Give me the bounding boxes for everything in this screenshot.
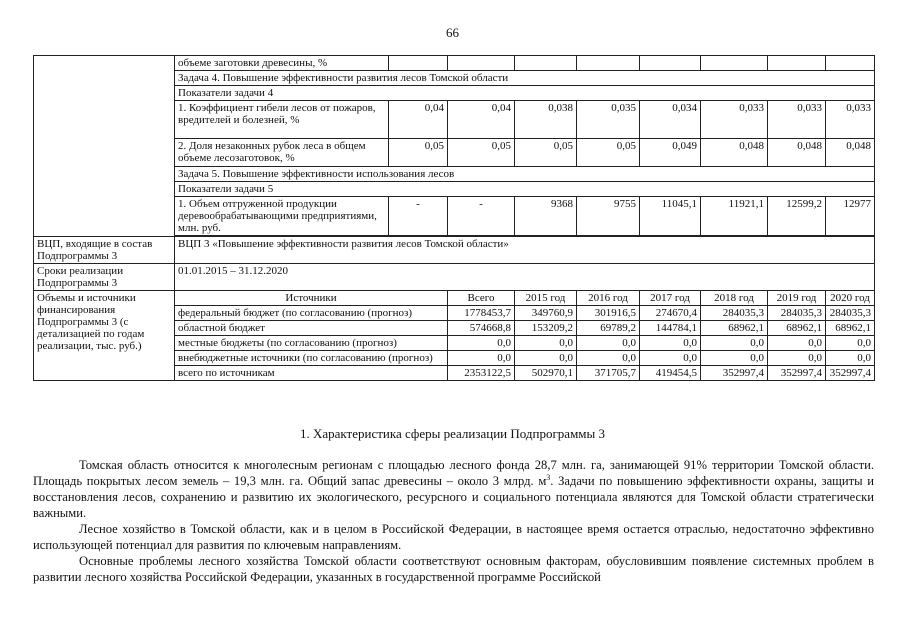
row-label: объеме заготовки древесины, % xyxy=(175,56,389,71)
indicator-value: 0,049 xyxy=(640,139,701,167)
finance-header: 2019 год xyxy=(768,291,826,306)
finance-value: 0,0 xyxy=(448,351,515,366)
task4-title: Задача 4. Повышение эффективности развития лесов Томской области xyxy=(175,71,875,86)
finance-value: 502970,1 xyxy=(515,366,577,381)
indicator-value: 0,05 xyxy=(515,139,577,167)
vcp-value: ВЦП 3 «Повышение эффективности развития лесов Томской области» xyxy=(175,237,875,264)
finance-value: 144784,1 xyxy=(640,321,701,336)
finance-source: внебюджетные источники (по согласованию (прогноз) xyxy=(175,351,448,366)
indicator-value: 0,05 xyxy=(389,139,448,167)
vcp-label: ВЦП, входящие в состав Подпрограммы 3 xyxy=(34,237,175,264)
left-empty-cell xyxy=(34,56,175,237)
finance-value: 68962,1 xyxy=(826,321,875,336)
table-row xyxy=(34,56,875,71)
paragraph: Томская область относится к многолесным регионам с площадью лесного фонда 28,7 млн. га, занимающей 91% территории Томской области. Площадь покрытых лесом земель – 19,3 млн. га. Общий запас древесины – около 3 млрд. $м^3$. Задачи по повышению эффективности охраны, защиты и восстановления лесов, сохранению и развитию их экологического, ресурсного и социального потенциала являются для Томской области стратегически важными. xyxy=(33,458,874,520)
finance-value: 0,0 xyxy=(768,336,826,351)
finance-value: 349760,9 xyxy=(515,306,577,321)
finance-header: 2015 год xyxy=(515,291,577,306)
body-text xyxy=(33,457,874,585)
finance-value: 68962,1 xyxy=(701,321,768,336)
finance-value: 371705,7 xyxy=(577,366,640,381)
finance-value: 0,0 xyxy=(515,351,577,366)
indicator-value: 12977 xyxy=(826,197,875,236)
finance-value: 419454,5 xyxy=(640,366,701,381)
indicator-value: 0,033 xyxy=(768,101,826,139)
finance-value: 2353122,5 xyxy=(448,366,515,381)
task5-indicators: Показатели задачи 5 xyxy=(175,182,875,197)
finance-value: 0,0 xyxy=(640,351,701,366)
indicator-value: 0,05 xyxy=(577,139,640,167)
indicator-label: 1. Объем отгруженной продукции деревообрабатывающими предприятиями, млн. руб. xyxy=(175,197,389,236)
finance-value: 0,0 xyxy=(640,336,701,351)
table-row xyxy=(34,237,875,264)
period-label: Сроки реализации Подпрограммы 3 xyxy=(34,264,175,291)
finance-value: 352997,4 xyxy=(768,366,826,381)
finance-header: 2018 год xyxy=(701,291,768,306)
finance-value: 352997,4 xyxy=(826,366,875,381)
page-number: 66 xyxy=(446,25,459,40)
indicator-value: 0,048 xyxy=(768,139,826,167)
finance-header: 2020 год xyxy=(826,291,875,306)
finance-value: 574668,8 xyxy=(448,321,515,336)
finance-value: 153209,2 xyxy=(515,321,577,336)
finance-value: 0,0 xyxy=(826,351,875,366)
finance-value: 0,0 xyxy=(448,336,515,351)
finance-value: 0,0 xyxy=(768,351,826,366)
finance-value: 0,0 xyxy=(577,351,640,366)
indicator-value: 0,048 xyxy=(826,139,875,167)
finance-source: областной бюджет xyxy=(175,321,448,336)
finance-value: 284035,3 xyxy=(826,306,875,321)
indicator-value: 9368 xyxy=(515,197,577,236)
indicator-value: 11921,1 xyxy=(701,197,768,236)
table-row xyxy=(34,264,875,291)
finance-header: Всего xyxy=(448,291,515,306)
indicator-value: 0,05 xyxy=(448,139,515,167)
section-title: 1. Характеристика сферы реализации Подпрограммы 3 xyxy=(299,426,606,441)
finance-value: 284035,3 xyxy=(768,306,826,321)
indicator-value: 0,033 xyxy=(701,101,768,139)
finance-value: 0,0 xyxy=(515,336,577,351)
indicator-value: 0,033 xyxy=(826,101,875,139)
indicator-value: 0,038 xyxy=(515,101,577,139)
indicator-value: 0,04 xyxy=(389,101,448,139)
subprogram-passport-table xyxy=(33,55,875,381)
indicator-value: 0,034 xyxy=(640,101,701,139)
finance-value: 301916,5 xyxy=(577,306,640,321)
indicator-value: - xyxy=(389,197,448,236)
finance-label: Объемы и источники финансирования Подпрограммы 3 (с детализацией по годам реализации, тыс. руб.) xyxy=(34,291,175,381)
finance-header: 2016 год xyxy=(577,291,640,306)
indicator-value: 12599,2 xyxy=(768,197,826,236)
finance-header-row xyxy=(34,291,875,306)
finance-header: 2017 год xyxy=(640,291,701,306)
indicator-label: 2. Доля незаконных рубок леса в общем объеме лесозаготовок, % xyxy=(175,139,389,167)
finance-value: 0,0 xyxy=(701,351,768,366)
indicator-value: 0,035 xyxy=(577,101,640,139)
indicator-value: 0,048 xyxy=(701,139,768,167)
paragraph: Основные проблемы лесного хозяйства Томской области соответствуют основным факторам, обусловившим появление системных проблем в развитии лесного хозяйства Российской Федерации, указанных в государственной программе Российской xyxy=(33,554,874,584)
paragraph: Лесное хозяйство в Томской области, как и в целом в Российской Федерации, в настоящее время остается отраслью, недостаточно эффективно использующей потенциал для развития по ключевым направлениям. xyxy=(33,522,874,552)
finance-source: всего по источникам xyxy=(175,366,448,381)
finance-source: местные бюджеты (по согласованию (прогноз) xyxy=(175,336,448,351)
finance-header: Источники xyxy=(175,291,448,306)
indicator-value: 11045,1 xyxy=(640,197,701,236)
task4-indicators: Показатели задачи 4 xyxy=(175,86,875,101)
indicator-value: 9755 xyxy=(577,197,640,236)
finance-source: федеральный бюджет (по согласованию (прогноз) xyxy=(175,306,448,321)
finance-value: 274670,4 xyxy=(640,306,701,321)
indicator-value: 0,04 xyxy=(448,101,515,139)
finance-value: 1778453,7 xyxy=(448,306,515,321)
finance-value: 0,0 xyxy=(826,336,875,351)
indicator-value: - xyxy=(448,197,515,236)
period-value: 01.01.2015 – 31.12.2020 xyxy=(175,264,875,291)
finance-value: 0,0 xyxy=(577,336,640,351)
indicator-label: 1. Коэффициент гибели лесов от пожаров, вредителей и болезней, % xyxy=(175,101,389,139)
finance-value: 0,0 xyxy=(701,336,768,351)
task5-title: Задача 5. Повышение эффективности использования лесов xyxy=(175,167,875,182)
finance-value: 352997,4 xyxy=(701,366,768,381)
finance-value: 68962,1 xyxy=(768,321,826,336)
finance-value: 284035,3 xyxy=(701,306,768,321)
finance-value: 69789,2 xyxy=(577,321,640,336)
